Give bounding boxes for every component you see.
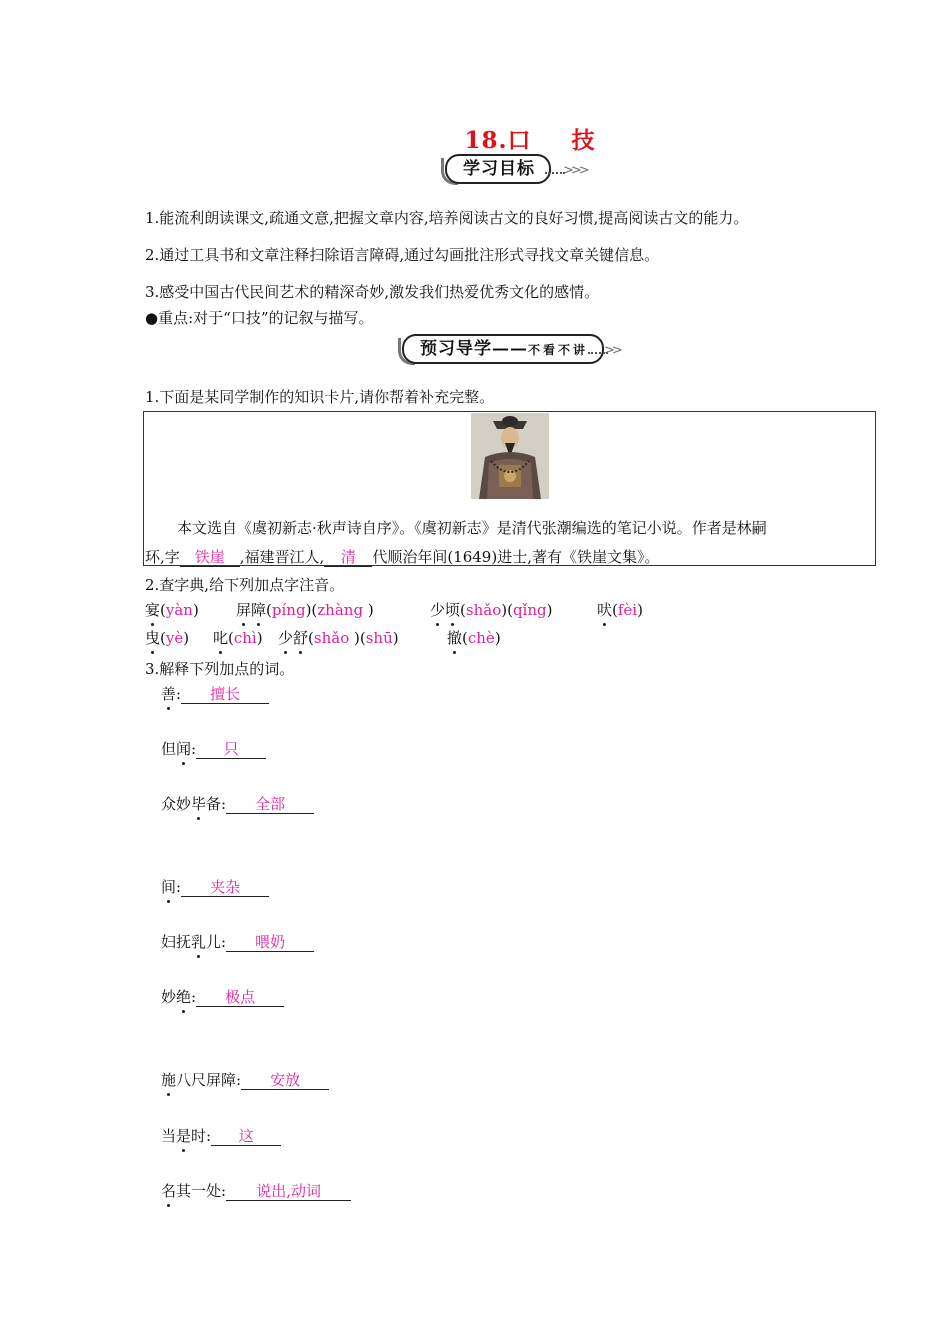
pinyin-answer: fèi: [617, 601, 638, 619]
phrase-text: 当: [161, 1127, 177, 1145]
answer-blank: 喂奶: [226, 934, 314, 952]
dotted-character: 少: [430, 601, 446, 619]
pinyin-answer: shǎo: [313, 629, 354, 647]
answer-blank: 极点: [196, 989, 284, 1007]
word-explanation-item: [161, 793, 314, 814]
dotted-character: 乳: [191, 933, 207, 951]
goal-item-3: 3.感受中国古代民间艺术的精深奇妙,激发我们热爱优秀文化的感情。: [145, 283, 600, 301]
phrase-text: 众妙: [161, 795, 192, 813]
colon: :: [191, 988, 197, 1006]
card-text-line-1: 本文选自《虞初新志·秋声诗自序》。《虞初新志》是清代张潮编选的笔记小说。作者是林嗣: [177, 519, 767, 537]
colon: :: [221, 1182, 227, 1200]
dotted-character: 障: [251, 601, 267, 619]
word-explanation-item: [161, 738, 266, 759]
word-explanation-item: [161, 683, 269, 704]
answer-blank: 安放: [241, 1072, 329, 1090]
pinyin-answer: shǎo: [465, 601, 502, 619]
pinyin-answer: yè: [165, 629, 184, 647]
pinyin-item: 叱(chì): [213, 629, 263, 647]
pinyin-answer: zhàng: [317, 601, 368, 619]
focus-point: [145, 307, 374, 328]
pinyin-item: 屏障(píng)(zhàng ): [236, 601, 374, 619]
dotted-line-decoration: [545, 172, 565, 174]
pinyin-answer: chè: [467, 629, 495, 647]
answer-blank: 说出,动词: [226, 1183, 351, 1201]
word-explanation-item: [161, 1069, 329, 1090]
phrase-text: 妙: [161, 988, 177, 1006]
colon: :: [176, 878, 182, 896]
word-explanation-item: [161, 931, 314, 952]
dotted-character: 毕: [191, 795, 207, 813]
page-title: 18.口 技: [464, 127, 596, 154]
bullet-icon: ●: [145, 309, 159, 327]
answer-blank: 擅长: [181, 686, 269, 704]
answer-blank-style-name: 铁崖: [180, 549, 240, 567]
phrase-text: 备: [206, 795, 222, 813]
dotted-character: 施: [161, 1071, 177, 1089]
pinyin-answer: chì: [233, 629, 257, 647]
dotted-character: 撤: [447, 629, 463, 647]
goal-item-1: 1.能流利朗读课文,疏通文意,把握文章内容,培养阅读古文的良好习惯,提高阅读古文的能力。: [145, 209, 749, 227]
colon: :: [191, 740, 197, 758]
pinyin-answer: qǐng: [512, 601, 547, 619]
dotted-character: 宴: [145, 601, 161, 619]
dotted-character: 闻: [176, 740, 192, 758]
phrase-text: 儿: [206, 933, 222, 951]
answer-blank: 全部: [226, 796, 314, 814]
focus-text: 重点:对于“口技”的记叙与描写。: [158, 309, 374, 327]
dotted-character: 屏: [236, 601, 252, 619]
chevron-arrows-icon: >>: [604, 343, 620, 358]
banner-label: 学习目标: [445, 154, 551, 184]
dotted-character: 绝: [176, 988, 192, 1006]
portrait-figure-icon: [471, 413, 549, 499]
colon: :: [221, 933, 227, 951]
pinyin-answer: píng: [271, 601, 306, 619]
section-banner-learning-goals: [445, 154, 587, 184]
answer-blank: 这: [211, 1128, 281, 1146]
word-explanation-item: [161, 1125, 281, 1146]
author-portrait-image: [471, 413, 549, 499]
dotted-character: 叱: [213, 629, 229, 647]
pinyin-item: 吠(fèi): [597, 601, 643, 619]
pinyin-item: 少顷(shǎo)(qǐng): [430, 601, 553, 619]
dotted-character: 间: [161, 878, 177, 896]
dotted-character: 名: [161, 1182, 177, 1200]
pinyin-item: 宴(yàn): [145, 601, 199, 619]
question-1-prompt: 1.下面是某同学制作的知识卡片,请你帮着补充完整。: [145, 388, 495, 406]
question-3-prompt: 3.解释下列加点的词。: [145, 660, 295, 678]
phrase-text: 八尺屏障: [176, 1071, 237, 1089]
answer-blank: 夹杂: [181, 879, 269, 897]
dotted-character: 善: [161, 685, 177, 703]
pinyin-item: 曳(yè): [145, 629, 190, 647]
dotted-character: 顷: [445, 601, 461, 619]
colon: :: [206, 1127, 212, 1145]
chevron-arrows-icon: >>>: [563, 163, 587, 178]
colon: :: [221, 795, 227, 813]
dotted-character: 舒: [293, 629, 309, 647]
pinyin-answer: yàn: [165, 601, 193, 619]
dotted-character: 曳: [145, 629, 161, 647]
word-explanation-item: [161, 986, 284, 1007]
phrase-text: 时: [191, 1127, 207, 1145]
dotted-character: 是: [176, 1127, 192, 1145]
phrase-text: 妇抚: [161, 933, 192, 951]
answer-blank: 只: [196, 741, 266, 759]
word-explanation-item: [161, 1180, 351, 1201]
goal-item-2: 2.通过工具书和文章注释扫除语言障碍,通过勾画批注形式寻找文章关键信息。: [145, 246, 660, 264]
pinyin-answer: shū: [365, 629, 393, 647]
question-2-prompt: 2.查字典,给下列加点字注音。: [145, 576, 345, 594]
pinyin-item: 少舒(shǎo )(shū): [278, 629, 399, 647]
word-explanation-item: [161, 876, 269, 897]
pinyin-item: 撤(chè): [447, 629, 501, 647]
banner-label: 预习导学——不看不讲: [402, 334, 604, 364]
section-banner-preview: [402, 334, 622, 364]
colon: :: [176, 685, 182, 703]
dotted-character: 吠: [597, 601, 613, 619]
dotted-character: 少: [278, 629, 294, 647]
phrase-text: 但: [161, 740, 177, 758]
banner-sub-label: 不看不讲: [528, 343, 589, 357]
colon: :: [236, 1071, 242, 1089]
card-text-line-2: 环,字 铁崖 ,福建晋江人, 清 代顺治年间(1649)进士,著有《铁崖文集》。: [145, 548, 660, 566]
phrase-text: 其一处: [176, 1182, 222, 1200]
answer-blank-dynasty: 清: [324, 549, 372, 567]
